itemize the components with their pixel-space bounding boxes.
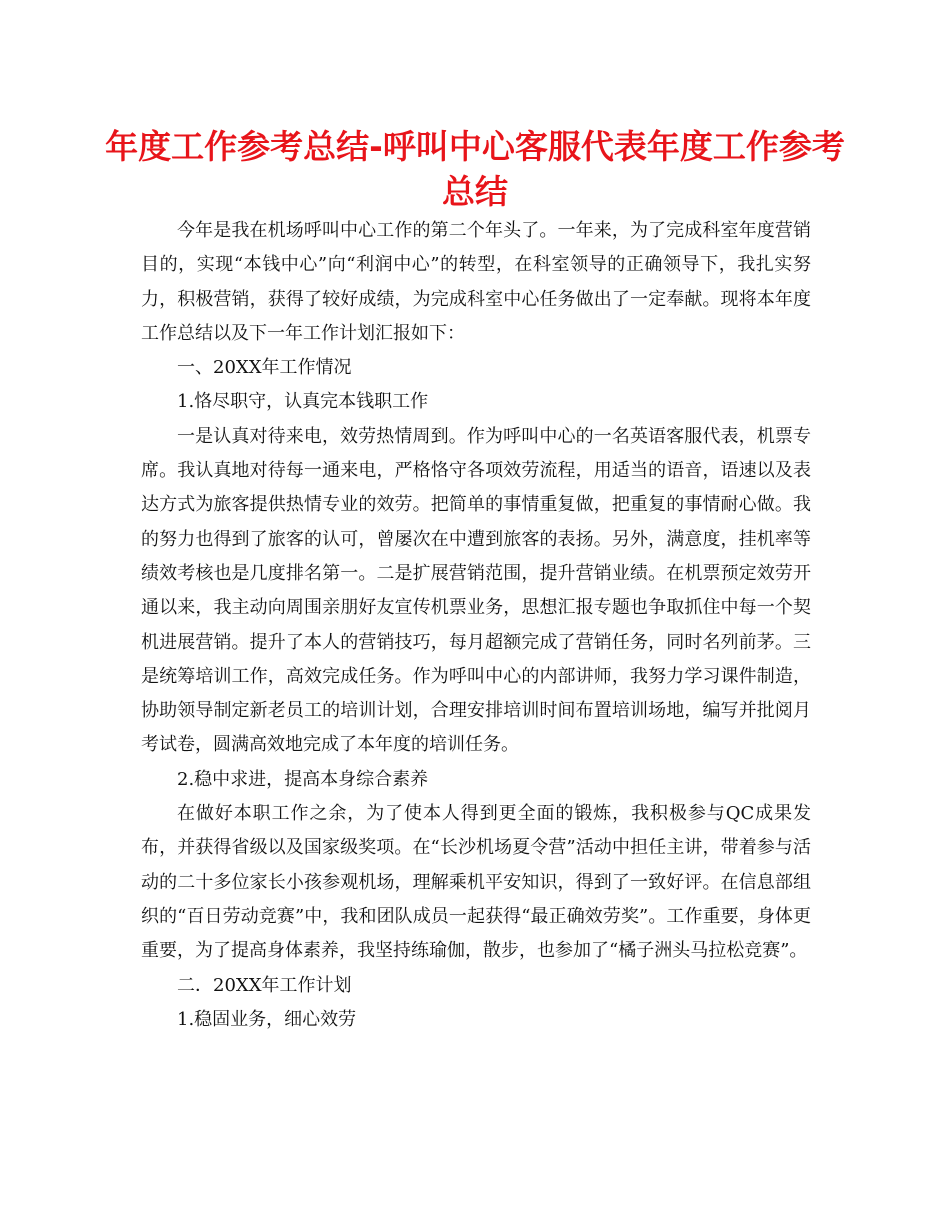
subheading-duty: 1.恪尽职守，认真完本钱职工作 bbox=[177, 391, 429, 413]
paragraph-quality: 在做好本职工作之余，为了使本人得到更全面的锻炼，我积极参与QC成果发布，并获得省级以及国家级奖项。在“长沙机场夏令营”活动中担任主讲，带着参与活动的二十多位家长小孩参观机场，理解乘机平安知识，得到了一致好评。在信息部组织的“百日劳动竞赛”中，我和团队成员一起获得“最正确效劳奖”。工作重要，身体更重要，为了提高身体素养，我坚持练瑜伽，散步，也参加了“橘子洲头马拉松竞赛”。 bbox=[141, 803, 811, 962]
section-heading-2025-work: 一、20XX年工作情况 bbox=[177, 357, 352, 379]
document-title: 年度工作参考总结-呼叫中心客服代表年度工作参考总结 bbox=[105, 127, 845, 211]
section-heading-plan: 二．20XX年工作计划 bbox=[177, 974, 352, 996]
paragraph-intro: 今年是我在机场呼叫中心工作的第二个年头了。一年来，为了完成科室年度营销目的，实现“本钱中心”向“利润中心”的转型，在科室领导的正确领导下，我扎实努力，积极营销，获得了较好成绩，为完成科室中心任务做出了一定奉献。现将本年度工作总结以及下一年工作计划汇报如下： bbox=[141, 220, 811, 344]
paragraph-duty: 一是认真对待来电，效劳热情周到。作为呼叫中心的一名英语客服代表，机票专席。我认真地对待每一通来电，严格恪守各项效劳流程，用适当的语音，语速以及表达方式为旅客提供热情专业的效劳。把简单的事情重复做，把重复的事情耐心做。我的努力也得到了旅客的认可，曾屡次在中遭到旅客的表扬。另外，满意度，挂机率等绩效考核也是几度排名第一。二是扩展营销范围，提升营销业绩。在机票预定效劳开通以来，我主动向周围亲朋好友宣传机票业务，思想汇报专题也争取抓住中每一个契机进展营销。提升了本人的营销技巧，每月超额完成了营销任务，同时名列前茅。三是统筹培训工作，高效完成任务。作为呼叫中心的内部讲师，我努力学习课件制造，协助领导制定新老员工的培训计划，合理安排培训时间布置培训场地，编写并批阅月考试卷，圆满高效地完成了本年度的培训任务。 bbox=[141, 425, 811, 756]
document-body bbox=[141, 214, 811, 1037]
subheading-quality: 2.稳中求进，提高本身综合素养 bbox=[177, 768, 429, 790]
subheading-plan-1: 1.稳固业务，细心效劳 bbox=[177, 1008, 357, 1030]
